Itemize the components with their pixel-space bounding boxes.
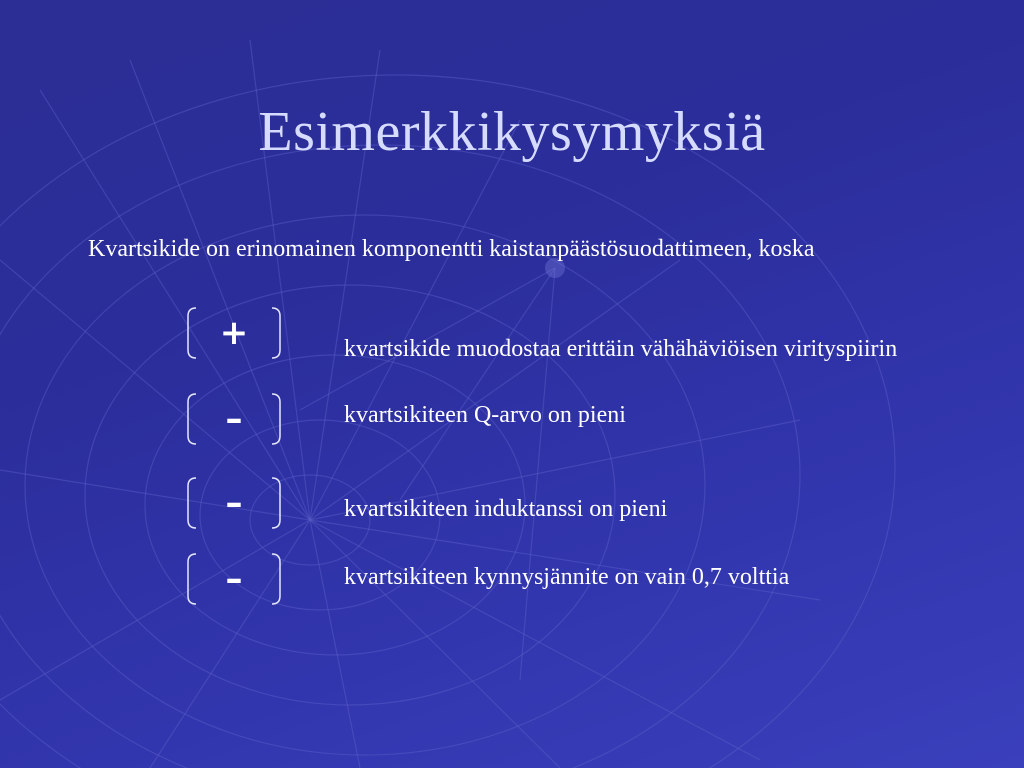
answer-text: kvartsikiteen kynnysjännite on vain 0,7 volttia <box>344 564 790 590</box>
answer-text: kvartsikiteen Q-arvo on pieni <box>344 402 626 428</box>
minus-mark: – <box>225 559 243 599</box>
answer-checkbox[interactable] <box>184 306 284 360</box>
answer-checkbox[interactable] <box>184 476 284 530</box>
answer-option <box>0 552 1024 612</box>
answer-option <box>0 476 1024 536</box>
minus-mark: – <box>225 399 243 439</box>
question-intro: Kvartsikide on erinomainen komponentti kaistanpäästösuodattimeen, koska <box>88 236 815 262</box>
answer-option <box>0 306 1024 366</box>
answer-text: kvartsikide muodostaa erittäin vähähäviöisen virityspiirin <box>344 336 898 362</box>
answer-checkbox[interactable] <box>184 552 284 606</box>
answer-checkbox[interactable] <box>184 392 284 446</box>
plus-mark: + <box>219 313 249 353</box>
answer-text: kvartsikiteen induktanssi on pieni <box>344 496 668 522</box>
answer-option <box>0 392 1024 452</box>
slide-title: Esimerkkikysymyksiä <box>258 101 766 163</box>
minus-mark: – <box>225 483 243 523</box>
